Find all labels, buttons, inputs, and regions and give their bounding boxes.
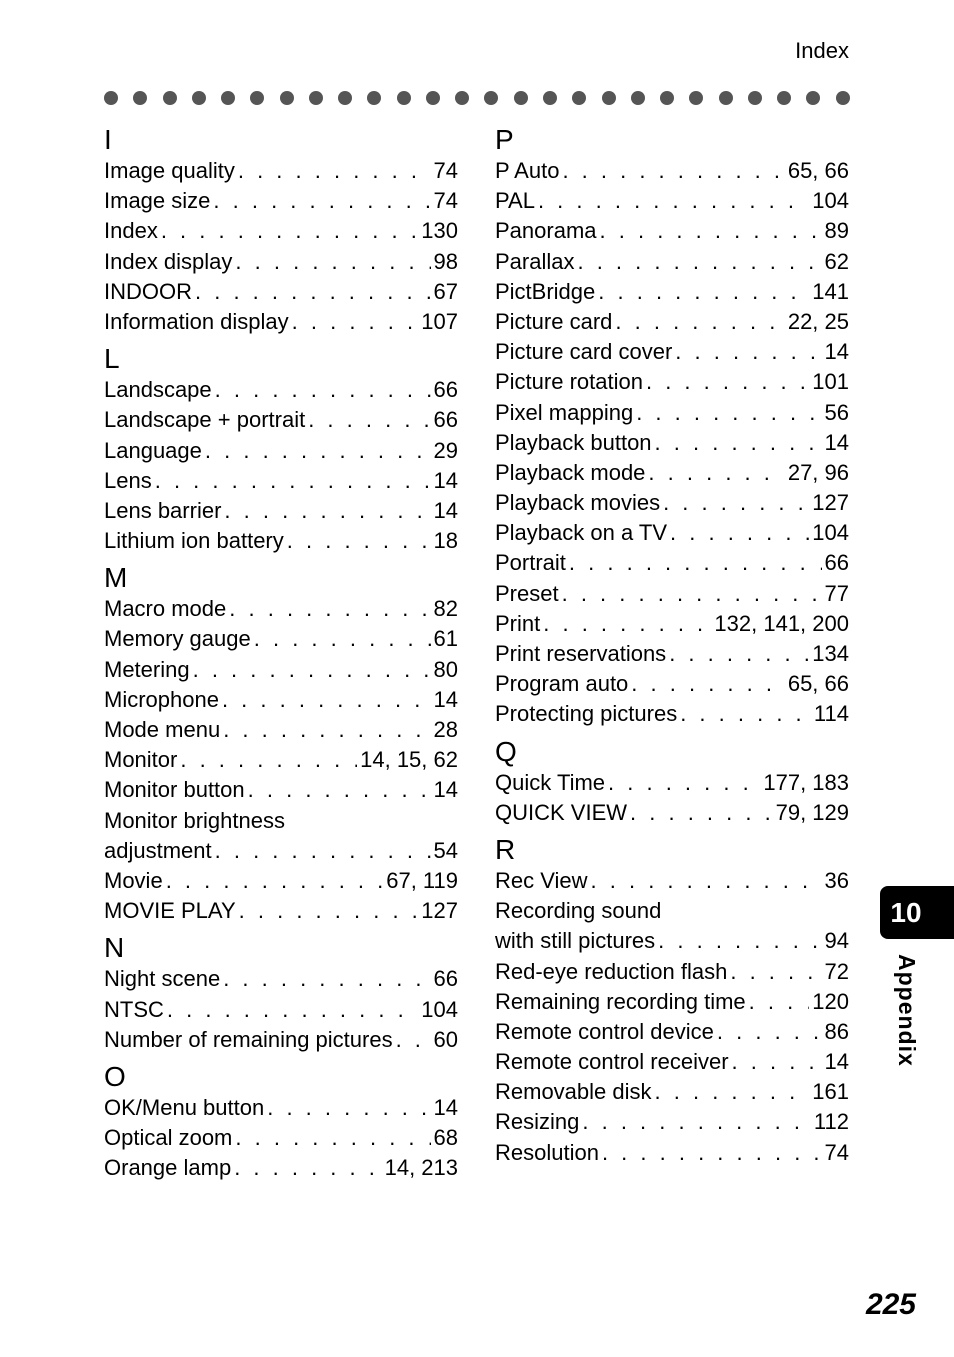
dot-leader [254, 624, 431, 654]
entry-term: Movie [104, 867, 163, 893]
entry-pages: 67 [433, 278, 458, 304]
entry-term: P Auto [495, 158, 560, 183]
index-column-right [495, 124, 849, 1168]
dot-icon [748, 91, 762, 105]
dot-leader [608, 768, 760, 798]
entry-pages: 36 [824, 867, 849, 893]
entry-pages: 65, 66 [787, 158, 849, 183]
entry-pages: 161 [812, 1079, 849, 1105]
entry-pages: 14, 15, 62 [360, 747, 458, 773]
entry-term: Image quality [104, 158, 235, 183]
entry-term: Remote control device [495, 1018, 714, 1044]
index-section [495, 124, 849, 730]
entry-pages: 56 [824, 399, 849, 425]
dot-icon [806, 91, 820, 105]
entry-pages: 98 [433, 248, 458, 274]
index-entry [495, 458, 849, 488]
entry-pages: 114 [813, 701, 849, 727]
entry-pages: 67, 119 [386, 867, 458, 893]
index-entry [104, 186, 458, 216]
entry-term: PictBridge [495, 278, 596, 304]
section-letter: Q [495, 735, 517, 767]
dot-leader [287, 526, 431, 556]
entry-term: Playback movies [495, 490, 661, 516]
entry-pages: 62 [824, 248, 849, 274]
entry-term: QUICK VIEW [495, 799, 628, 825]
index-entry [104, 964, 458, 994]
index-entry [495, 798, 849, 828]
entry-pages: 29 [433, 437, 458, 463]
dot-leader [238, 156, 431, 186]
entry-pages: 177, 183 [763, 769, 849, 795]
index-entry [104, 375, 458, 405]
dot-icon [514, 91, 528, 105]
entry-pages: 54 [433, 837, 458, 863]
dot-leader [195, 277, 431, 307]
dot-leader [205, 436, 431, 466]
index-section [104, 124, 458, 337]
dot-leader [229, 594, 430, 624]
entry-term: NTSC [104, 996, 164, 1022]
entry-pages: 101 [812, 369, 849, 395]
index-entry [104, 1093, 458, 1123]
dot-leader [577, 247, 821, 277]
dot-leader [308, 405, 430, 435]
index-entry [104, 624, 458, 654]
index-entry [104, 655, 458, 685]
dot-leader [215, 375, 431, 405]
entry-term: MOVIE PLAY [104, 898, 236, 924]
index-entry [104, 594, 458, 624]
entry-term: Image size [104, 188, 211, 214]
entry-pages: 66 [824, 550, 849, 576]
section-letter: R [495, 833, 516, 865]
entry-term: Panorama [495, 218, 597, 244]
entry-pages: 18 [433, 528, 458, 554]
dot-leader [180, 745, 357, 775]
section-letter: P [495, 124, 514, 155]
index-entry [104, 466, 458, 496]
dot-leader [193, 655, 431, 685]
entry-term: Removable disk [495, 1079, 652, 1105]
index-entry [495, 186, 849, 216]
index-entry [104, 216, 458, 246]
entry-pages: 74 [433, 158, 458, 183]
entry-pages: 104 [812, 520, 849, 546]
index-entry [104, 1153, 458, 1183]
dot-leader [732, 1047, 822, 1077]
entry-pages: 60 [433, 1026, 458, 1052]
dot-leader [680, 699, 811, 729]
dot-leader [562, 579, 822, 609]
index-entry [495, 699, 849, 729]
entry-term: Information display [104, 308, 289, 334]
page-number: 225 [865, 1288, 916, 1321]
entry-pages: 112 [813, 1109, 849, 1135]
dot-leader [615, 307, 784, 337]
index-entry [495, 609, 849, 639]
dot-leader [234, 1153, 381, 1183]
dot-leader [167, 995, 418, 1025]
dot-leader [648, 458, 784, 488]
dot-leader [248, 775, 431, 805]
dot-icon [221, 91, 235, 105]
index-entry [495, 216, 849, 246]
dot-leader [569, 548, 822, 578]
dot-icon [836, 91, 850, 105]
dot-icon [309, 91, 323, 105]
dot-leader [215, 836, 431, 866]
entry-pages: 127 [812, 490, 849, 516]
dot-icon [777, 91, 791, 105]
section-letter: N [104, 932, 125, 964]
dot-leader [239, 896, 419, 926]
dot-leader [658, 926, 821, 956]
index-entry [495, 768, 849, 798]
dot-leader [155, 466, 431, 496]
index-entry [495, 1047, 849, 1077]
index-entry [104, 775, 458, 805]
index-entry [104, 496, 458, 526]
entry-term: Microphone [104, 686, 219, 712]
entry-term: Picture rotation [495, 369, 643, 395]
entry-term: Monitor brightness [104, 807, 285, 833]
dot-leader [663, 488, 809, 518]
index-entry [495, 639, 849, 669]
entry-term: PAL [495, 188, 535, 214]
entry-term: Picture card cover [495, 339, 673, 365]
entry-pages: 14 [824, 339, 849, 365]
entry-term: Pixel mapping [495, 399, 634, 425]
dot-icon [163, 91, 177, 105]
index-entry [104, 436, 458, 466]
entry-term: Macro mode [104, 596, 227, 622]
chapter-tab: 10 [880, 886, 954, 939]
entry-pages: 82 [433, 596, 458, 622]
entry-pages: 120 [812, 988, 849, 1014]
index-entry [495, 896, 849, 926]
dot-icon [133, 91, 147, 105]
index-section [495, 834, 849, 1168]
dot-leader [655, 1077, 810, 1107]
entry-pages: 22, 25 [787, 308, 849, 334]
index-entry [104, 405, 458, 435]
dot-icon [689, 91, 703, 105]
index-entry [495, 1138, 849, 1168]
dot-leader [222, 685, 431, 715]
entry-term: Orange lamp [104, 1155, 232, 1181]
dot-leader [235, 247, 430, 277]
index-column-left [104, 124, 458, 1183]
entry-term: Language [104, 437, 202, 463]
entry-term: Print [495, 610, 541, 636]
entry-pages: 14 [433, 497, 458, 523]
index-entry [495, 957, 849, 987]
index-entry [104, 685, 458, 715]
dot-icon [367, 91, 381, 105]
entry-pages: 14 [433, 686, 458, 712]
dot-icon [192, 91, 206, 105]
index-entry [495, 866, 849, 896]
dot-leader [223, 715, 430, 745]
entry-pages: 14 [433, 1094, 458, 1120]
entry-pages: 132, 141, 200 [714, 610, 849, 636]
entry-pages: 61 [433, 626, 458, 652]
dot-leader [598, 277, 809, 307]
entry-pages: 141 [812, 278, 849, 304]
index-entry [495, 548, 849, 578]
dot-leader [213, 186, 430, 216]
entry-pages: 77 [824, 580, 849, 606]
dot-icon [397, 91, 411, 105]
dot-leader [646, 367, 809, 397]
dot-leader [292, 307, 419, 337]
entry-term: Metering [104, 656, 190, 682]
dot-icon [280, 91, 294, 105]
section-letter: O [104, 1060, 126, 1092]
entry-pages: 66 [433, 377, 458, 403]
dot-leader [636, 398, 821, 428]
index-entry [495, 1077, 849, 1107]
entry-term: Index display [104, 248, 233, 274]
index-entry [495, 669, 849, 699]
entry-term: INDOOR [104, 278, 192, 304]
index-entry [495, 926, 849, 956]
dot-leader [631, 669, 785, 699]
entry-pages: 14 [433, 467, 458, 493]
running-head: Index [795, 38, 849, 63]
dot-icon [572, 91, 586, 105]
entry-pages: 107 [421, 308, 458, 334]
entry-term: Landscape [104, 377, 212, 403]
entry-term: with still pictures [495, 928, 656, 954]
dot-icon [543, 91, 557, 105]
entry-term: Landscape + portrait [104, 407, 306, 433]
entry-term: Red-eye reduction flash [495, 958, 728, 984]
entry-term: Protecting pictures [495, 701, 678, 727]
dot-leader [655, 428, 822, 458]
entry-pages: 74 [433, 188, 458, 214]
entry-pages: 14, 213 [384, 1155, 458, 1181]
entry-term: Remote control receiver [495, 1049, 729, 1075]
entry-term: Portrait [495, 550, 566, 576]
entry-term: Playback button [495, 429, 652, 455]
index-section [104, 343, 458, 556]
index-entry [104, 156, 458, 186]
index-entry [495, 428, 849, 458]
dot-icon [719, 91, 733, 105]
index-entry [495, 337, 849, 367]
index-entry [104, 745, 458, 775]
index-entry [104, 836, 458, 866]
dot-icon [631, 91, 645, 105]
index-entry [495, 518, 849, 548]
index-entry [104, 247, 458, 277]
entry-pages: 127 [421, 898, 458, 924]
entry-term: Lens [104, 467, 152, 493]
dot-leader [235, 1123, 430, 1153]
dot-leader [562, 156, 784, 186]
index-entry [104, 1025, 458, 1055]
dot-leader [543, 609, 711, 639]
section-letter: L [104, 343, 120, 375]
index-entry [495, 398, 849, 428]
entry-pages: 86 [824, 1018, 849, 1044]
dot-leader [669, 639, 809, 669]
entry-pages: 14 [824, 429, 849, 455]
index-entry [495, 307, 849, 337]
dot-icon [602, 91, 616, 105]
entry-term: Playback mode [495, 459, 646, 485]
entry-pages: 104 [421, 996, 458, 1022]
index-entry [495, 1107, 849, 1137]
dot-leader [224, 496, 430, 526]
entry-term: Optical zoom [104, 1125, 233, 1151]
entry-term: Parallax [495, 248, 575, 274]
dot-leader [602, 1138, 822, 1168]
entry-pages: 80 [433, 656, 458, 682]
dot-icon [250, 91, 264, 105]
section-letter: I [104, 124, 112, 155]
index-entry [104, 715, 458, 745]
dot-leader [538, 186, 809, 216]
entry-term: Monitor button [104, 777, 245, 803]
entry-term: Rec View [495, 867, 588, 893]
dot-icon [338, 91, 352, 105]
entry-term: Playback on a TV [495, 520, 668, 546]
entry-term: Lithium ion battery [104, 528, 284, 554]
entry-pages: 104 [812, 188, 849, 214]
index-entry [495, 488, 849, 518]
index-entry [104, 806, 458, 836]
dot-leader [600, 216, 822, 246]
index-section [104, 562, 458, 926]
dot-leader [267, 1093, 430, 1123]
dot-leader [166, 866, 384, 896]
index-entry [495, 987, 849, 1017]
entry-term: Index [104, 218, 158, 244]
entry-term: Number of remaining pictures [104, 1026, 393, 1052]
dot-icon [426, 91, 440, 105]
entry-pages: 14 [433, 777, 458, 803]
entry-pages: 68 [433, 1125, 458, 1151]
entry-pages: 79, 129 [775, 799, 849, 825]
decorative-dot-rule [104, 89, 850, 107]
entry-term: Night scene [104, 966, 221, 992]
entry-term: OK/Menu button [104, 1094, 265, 1120]
index-entry [104, 526, 458, 556]
entry-pages: 28 [433, 717, 458, 742]
entry-term: adjustment [104, 837, 212, 863]
entry-pages: 74 [824, 1139, 849, 1165]
dot-leader [630, 798, 773, 828]
index-entry [495, 1017, 849, 1047]
index-entry [104, 866, 458, 896]
index-entry [495, 277, 849, 307]
entry-term: Remaining recording time [495, 988, 746, 1014]
chapter-label: Appendix [894, 954, 920, 1067]
index-entry [495, 579, 849, 609]
entry-pages: 65, 66 [787, 671, 849, 697]
dot-leader [670, 518, 809, 548]
index-section [104, 932, 458, 1055]
section-letter: M [104, 562, 128, 594]
index-section [104, 1061, 458, 1184]
entry-pages: 14 [824, 1049, 849, 1075]
dot-icon [484, 91, 498, 105]
dot-leader [730, 957, 821, 987]
entry-pages: 134 [812, 641, 849, 666]
index-entry [104, 995, 458, 1025]
dot-leader [717, 1017, 822, 1047]
entry-pages: 94 [824, 928, 849, 954]
dot-leader [161, 216, 418, 246]
entry-term: Program auto [495, 671, 629, 697]
entry-term: Mode menu [104, 717, 221, 742]
entry-term: Memory gauge [104, 626, 251, 652]
dot-leader [591, 866, 822, 896]
index-entry [104, 896, 458, 926]
dot-leader [675, 337, 821, 367]
entry-term: Lens barrier [104, 497, 222, 523]
dot-leader [396, 1025, 431, 1055]
entry-term: Resolution [495, 1139, 599, 1165]
entry-term: Quick Time [495, 769, 606, 795]
entry-term: Recording sound [495, 898, 662, 924]
dot-leader [749, 987, 810, 1017]
entry-pages: 89 [824, 218, 849, 244]
dot-leader [223, 964, 430, 994]
entry-term: Monitor [104, 747, 178, 773]
index-entry [495, 367, 849, 397]
dot-icon [104, 91, 118, 105]
entry-pages: 66 [433, 407, 458, 433]
entry-term: Preset [495, 580, 559, 606]
dot-leader [582, 1107, 811, 1137]
entry-term: Print reservations [495, 641, 667, 666]
entry-term: Picture card [495, 308, 613, 334]
entry-term: Resizing [495, 1109, 580, 1135]
index-entry [104, 1123, 458, 1153]
index-entry [495, 247, 849, 277]
dot-icon [455, 91, 469, 105]
entry-pages: 27, 96 [787, 459, 849, 485]
index-section [495, 736, 849, 828]
entry-pages: 130 [421, 218, 458, 244]
index-entry [104, 277, 458, 307]
index-entry [104, 307, 458, 337]
entry-pages: 72 [824, 958, 849, 984]
index-entry [495, 156, 849, 186]
entry-pages: 66 [433, 966, 458, 992]
dot-icon [660, 91, 674, 105]
